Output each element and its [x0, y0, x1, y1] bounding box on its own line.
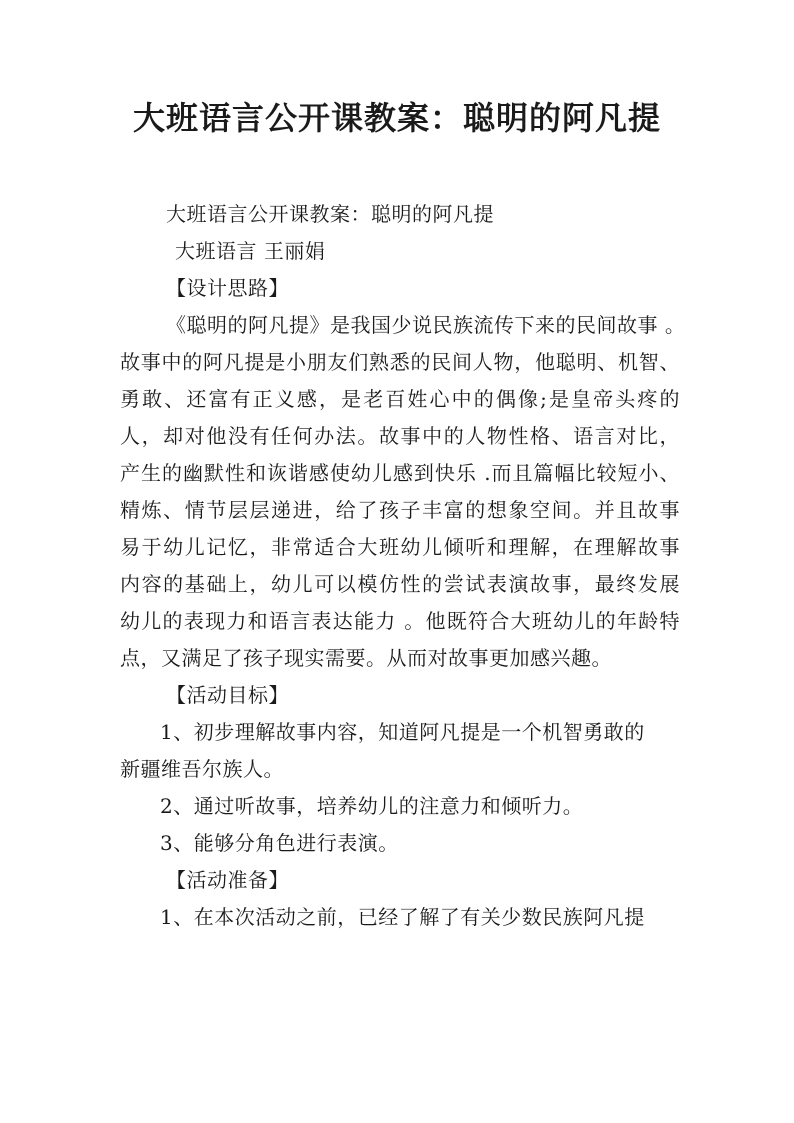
paragraph-line: 易于幼儿记忆，非常适合大班幼儿倾听和理解，在理解故事 — [120, 535, 680, 559]
paragraph-line: 产生的幽默性和诙谐感使幼儿感到快乐 .而且篇幅比较短小、 — [120, 461, 680, 485]
paragraph-line: 《聪明的阿凡提》是我国少说民族流传下来的民间故事 。 — [166, 313, 686, 337]
paragraph-line: 幼儿的表现力和语言表达能力 。他既符合大班幼儿的年龄特 — [120, 609, 680, 633]
paragraph-line: 点，又满足了孩子现实需要。从而对故事更加感兴趣。 — [120, 646, 612, 670]
paragraph-line: 精炼、情节层层递进，给了孩子丰富的想象空间。并且故事 — [120, 498, 680, 522]
paragraph-line: 勇敢、还富有正义感，是老百姓心中的偶像;是皇帝头疼的 — [120, 387, 680, 411]
paragraph-line: 内容的基础上，幼儿可以模仿性的尝试表演故事，最终发展 — [120, 572, 680, 596]
section-heading-design: 【设计思路】 — [166, 276, 289, 300]
prep-item-1-line-1: 1、在本次活动之前，已经了解了有关少数民族阿凡提 — [160, 905, 645, 929]
goal-item-3: 3、能够分角色进行表演。 — [160, 831, 399, 855]
intro-title: 大班语言公开课教案：聪明的阿凡提 — [166, 202, 494, 226]
document-body — [120, 196, 686, 936]
paragraph-line: 故事中的阿凡提是小朋友们熟悉的民间人物，他聪明、机智、 — [120, 350, 680, 374]
goal-item-1-line-1: 1、初步理解故事内容，知道阿凡提是一个机智勇敢的 — [160, 720, 645, 744]
paragraph-line: 人，却对他没有任何办法。故事中的人物性格、语言对比， — [120, 424, 680, 448]
section-heading-goals: 【活动目标】 — [166, 683, 289, 707]
goal-item-1-line-2: 新疆维吾尔族人。 — [120, 757, 284, 781]
document-title: 大班语言公开课教案：聪明的阿凡提 — [132, 99, 661, 137]
section-heading-prep: 【活动准备】 — [166, 868, 289, 892]
subtitle-author: 大班语言 王丽娟 — [175, 239, 326, 263]
goal-item-2: 2、通过听故事，培养幼儿的注意力和倾听力。 — [160, 794, 584, 818]
